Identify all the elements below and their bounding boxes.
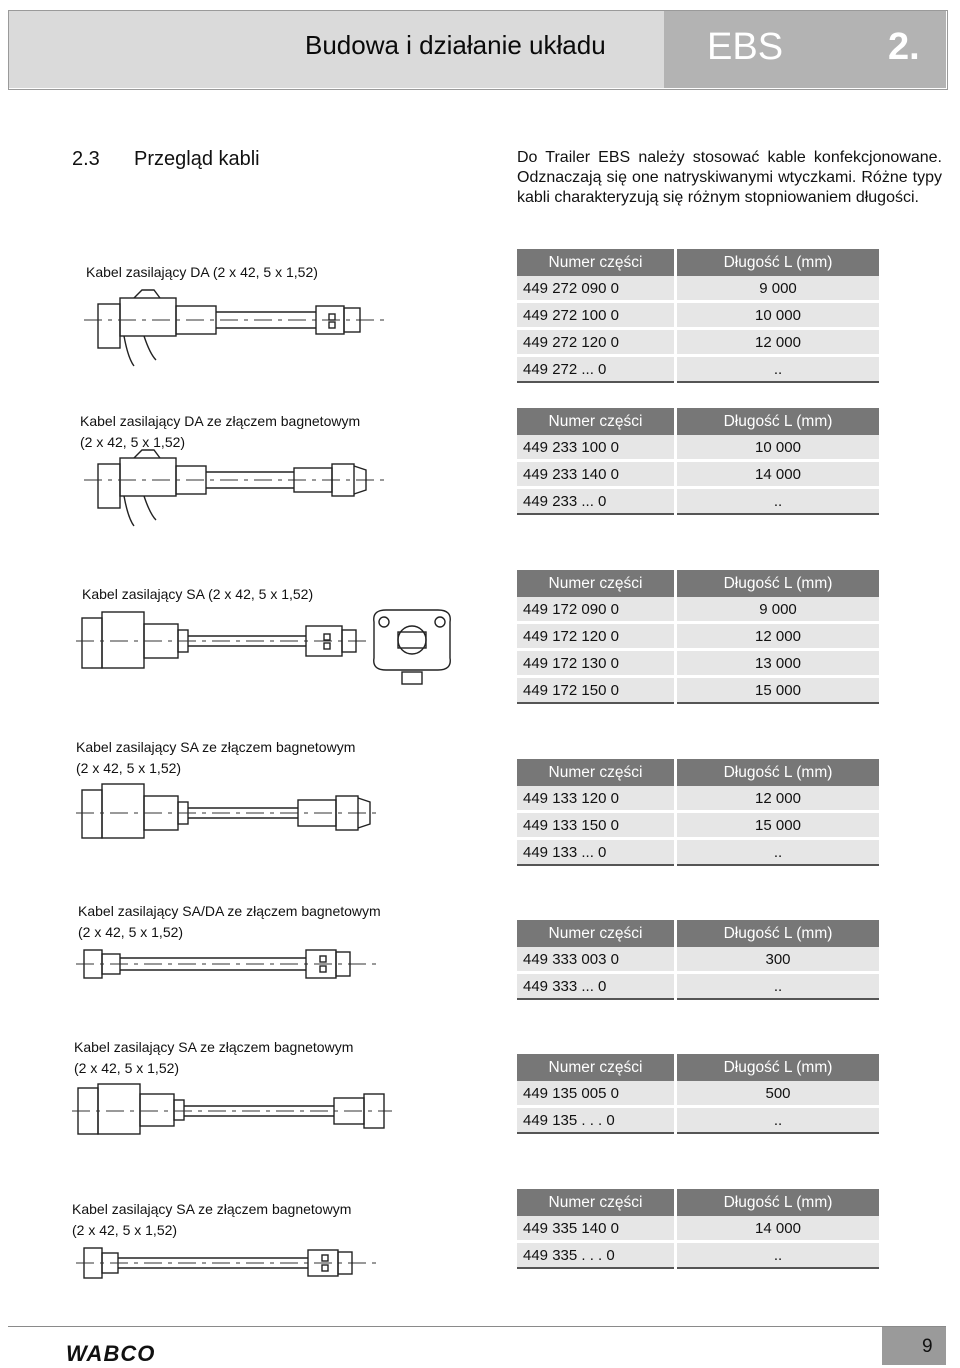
- column-header-part: Numer części: [517, 1054, 676, 1081]
- length-value: 500: [676, 1081, 880, 1107]
- parts-table: [517, 249, 879, 383]
- caption-line: (2 x 42, 5 x 1,52): [72, 1222, 178, 1238]
- column-header-length: Długość L (mm): [676, 1189, 880, 1216]
- parts-table: [517, 920, 879, 1000]
- column-header-part: Numer części: [517, 570, 676, 597]
- length-value: 13 000: [676, 650, 880, 677]
- length-value: 300: [676, 947, 880, 973]
- cable-caption: [74, 1037, 353, 1079]
- length-value: 15 000: [676, 677, 880, 704]
- part-number: 449 272 120 0: [517, 329, 676, 356]
- part-number: 449 133 120 0: [517, 786, 676, 812]
- parts-table: [517, 1054, 879, 1134]
- part-number: 449 333 ... 0: [517, 973, 676, 1000]
- length-value: 15 000: [676, 812, 880, 839]
- parts-table: [517, 408, 879, 515]
- caption-line: Kabel zasilający SA ze złączem bagnetowym: [76, 739, 356, 755]
- brand-logo: WABCO: [66, 1341, 156, 1366]
- column-header-part: Numer części: [517, 1189, 676, 1216]
- system-label: EBS: [707, 26, 784, 68]
- part-number: 449 133 150 0: [517, 812, 676, 839]
- part-number: 449 233 140 0: [517, 461, 676, 488]
- part-number: 449 172 130 0: [517, 650, 676, 677]
- cable-caption: [80, 411, 360, 453]
- length-value: ..: [676, 356, 880, 383]
- column-header-length: Długość L (mm): [676, 759, 880, 786]
- parts-table: [517, 570, 879, 704]
- length-value: 14 000: [676, 1216, 880, 1242]
- part-number: 449 135 . . . 0: [517, 1107, 676, 1134]
- part-number: 449 133 ... 0: [517, 839, 676, 866]
- length-value: 12 000: [676, 623, 880, 650]
- cable-sa-drawing: [76, 606, 458, 688]
- caption-line: Kabel zasilający SA ze złączem bagnetowym: [74, 1039, 354, 1055]
- cable-sa-bayonet-short-drawing: [72, 1080, 392, 1140]
- length-value: 10 000: [676, 302, 880, 329]
- length-value: 9 000: [676, 276, 880, 302]
- section-title: Przegląd kabli: [134, 148, 260, 170]
- parts-table: [517, 759, 879, 866]
- caption-line: Kabel zasilający DA ze złączem bagnetowym: [80, 413, 361, 429]
- caption-line: (2 x 42, 5 x 1,52): [74, 1060, 180, 1076]
- column-header-length: Długość L (mm): [676, 408, 880, 435]
- part-number: 449 172 090 0: [517, 597, 676, 623]
- column-header-length: Długość L (mm): [676, 1054, 880, 1081]
- length-value: ..: [676, 839, 880, 866]
- cable-da-bayonet-drawing: [84, 448, 384, 530]
- part-number: 449 233 ... 0: [517, 488, 676, 515]
- cable-caption: [76, 737, 355, 779]
- cable-caption: [72, 1199, 351, 1241]
- length-value: ..: [676, 973, 880, 1000]
- caption-line: Kabel zasilający DA (2 x 42, 5 x 1,52): [86, 264, 318, 280]
- parts-table: [517, 1189, 879, 1269]
- length-value: 14 000: [676, 461, 880, 488]
- cable-caption: [78, 901, 381, 943]
- column-header-length: Długość L (mm): [676, 920, 880, 947]
- cable-sa-bayonet-drawing: [76, 780, 376, 850]
- chapter-number: 2.: [888, 26, 920, 68]
- caption-line: (2 x 42, 5 x 1,52): [78, 924, 184, 940]
- part-number: 449 272 100 0: [517, 302, 676, 329]
- page-number: 9: [922, 1336, 933, 1357]
- caption-line: Kabel zasilający SA/DA ze złączem bagnetowym: [78, 903, 381, 919]
- part-number: 449 335 140 0: [517, 1216, 676, 1242]
- part-number: 449 335 . . . 0: [517, 1242, 676, 1269]
- part-number: 449 135 005 0: [517, 1081, 676, 1107]
- length-value: 12 000: [676, 329, 880, 356]
- column-header-length: Długość L (mm): [676, 570, 880, 597]
- part-number: 449 333 003 0: [517, 947, 676, 973]
- page-number-box: [882, 1327, 946, 1365]
- caption-line: Kabel zasilający SA ze złączem bagnetowym: [72, 1201, 352, 1217]
- part-number: 449 272 ... 0: [517, 356, 676, 383]
- column-header-part: Numer części: [517, 408, 676, 435]
- cable-sa-da-drawing: [76, 944, 376, 984]
- cable-da-drawing: [84, 288, 384, 370]
- section-number: 2.3: [72, 148, 100, 170]
- caption-line: (2 x 42, 5 x 1,52): [80, 434, 186, 450]
- column-header-part: Numer części: [517, 249, 676, 276]
- column-header-part: Numer części: [517, 920, 676, 947]
- column-header-part: Numer części: [517, 759, 676, 786]
- length-value: ..: [676, 1242, 880, 1269]
- length-value: 12 000: [676, 786, 880, 812]
- caption-line: Kabel zasilający SA (2 x 42, 5 x 1,52): [82, 586, 314, 602]
- length-value: ..: [676, 488, 880, 515]
- footer-divider: [8, 1326, 946, 1327]
- cable-caption: [82, 584, 313, 605]
- cable-caption: [86, 262, 318, 283]
- length-value: 10 000: [676, 435, 880, 461]
- caption-line: (2 x 42, 5 x 1,52): [76, 760, 182, 776]
- part-number: 449 172 150 0: [517, 677, 676, 704]
- intro-paragraph: Do Trailer EBS należy stosować kable konfekcjonowane. Odznaczają się one natryskiwanymi wtyczkami. Różne typy kabli charakteryzują się różnym stopniowaniem długości.: [517, 149, 942, 206]
- column-header-length: Długość L (mm): [676, 249, 880, 276]
- cable-bayonet-da-drawing: [76, 1244, 376, 1284]
- part-number: 449 272 090 0: [517, 276, 676, 302]
- part-number: 449 233 100 0: [517, 435, 676, 461]
- part-number: 449 172 120 0: [517, 623, 676, 650]
- length-value: ..: [676, 1107, 880, 1134]
- page-title: Budowa i działanie układu: [305, 30, 606, 60]
- length-value: 9 000: [676, 597, 880, 623]
